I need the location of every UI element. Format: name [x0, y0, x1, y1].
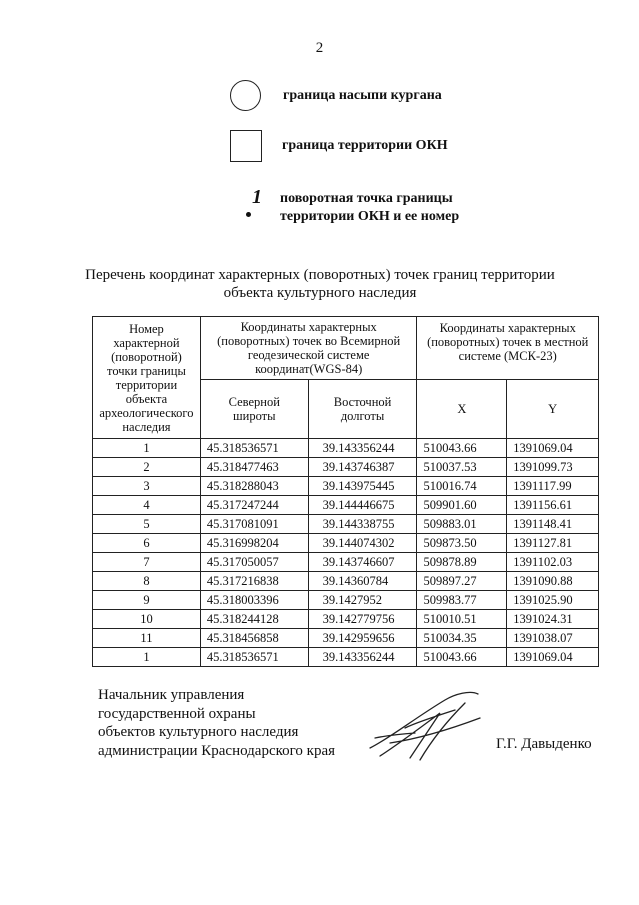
signature-line-3: объектов культурного наследия	[98, 724, 299, 740]
y-cell: 1391025.90	[507, 591, 599, 610]
table-row	[93, 648, 599, 667]
table-row	[93, 515, 599, 534]
y-cell: 1391069.04	[507, 648, 599, 667]
coordinates-table	[92, 316, 599, 667]
header-point-number: Номер характерной (поворотной) точки границы территории объекта археологического наследия	[93, 317, 201, 439]
signature-block	[98, 686, 335, 760]
longitude-cell: 39.142779756	[308, 610, 417, 629]
header-longitude: Восточной долготы	[308, 380, 417, 439]
point-number-cell: 8	[93, 572, 201, 591]
table-row	[93, 591, 599, 610]
point-number-cell: 7	[93, 553, 201, 572]
point-number-cell: 9	[93, 591, 201, 610]
longitude-cell: 39.143975445	[308, 477, 417, 496]
x-cell: 510037.53	[417, 458, 507, 477]
point-number-cell: 11	[93, 629, 201, 648]
point-number-cell: 5	[93, 515, 201, 534]
turning-point-dot	[246, 212, 251, 217]
x-cell: 509897.27	[417, 572, 507, 591]
longitude-cell: 39.1427952	[308, 591, 417, 610]
longitude-cell: 39.143356244	[308, 439, 417, 458]
longitude-cell: 39.143356244	[308, 648, 417, 667]
latitude-cell: 45.318477463	[200, 458, 308, 477]
point-number-cell: 1	[93, 439, 201, 458]
x-cell: 510016.74	[417, 477, 507, 496]
table-row	[93, 458, 599, 477]
y-cell: 1391069.04	[507, 439, 599, 458]
x-cell: 509883.01	[417, 515, 507, 534]
y-cell: 1391099.73	[507, 458, 599, 477]
table-row	[93, 496, 599, 515]
latitude-cell: 45.318456858	[200, 629, 308, 648]
latitude-cell: 45.318536571	[200, 648, 308, 667]
header-wgs84: Координаты характерных (поворотных) точек во Всемирной геодезической системе координат(WGS-84)	[200, 317, 417, 380]
square-icon	[230, 130, 262, 162]
point-number-cell: 6	[93, 534, 201, 553]
legend-square-row	[230, 130, 448, 162]
latitude-cell: 45.318288043	[200, 477, 308, 496]
turning-point-icon	[240, 186, 270, 226]
signature-line-1: Начальник управления	[98, 687, 245, 703]
y-cell: 1391127.81	[507, 534, 599, 553]
point-number-cell: 1	[93, 648, 201, 667]
latitude-cell: 45.318244128	[200, 610, 308, 629]
signature-line-2: государственной охраны	[98, 705, 256, 722]
point-number-cell: 2	[93, 458, 201, 477]
point-number-cell: 4	[93, 496, 201, 515]
latitude-cell: 45.318003396	[200, 591, 308, 610]
table-title	[60, 266, 580, 302]
longitude-cell: 39.143746387	[308, 458, 417, 477]
x-cell: 510010.51	[417, 610, 507, 629]
legend-circle-label: граница насыпи кургана	[283, 87, 442, 103]
longitude-cell: 39.144338755	[308, 515, 417, 534]
latitude-cell: 45.317050057	[200, 553, 308, 572]
y-cell: 1391148.41	[507, 515, 599, 534]
latitude-cell: 45.318536571	[200, 439, 308, 458]
signer-name: Г.Г. Давыденко	[496, 736, 592, 752]
y-cell: 1391156.61	[507, 496, 599, 515]
table-title-line-2: объекта культурного наследия	[223, 285, 417, 301]
table-row	[93, 553, 599, 572]
circle-icon	[230, 80, 261, 111]
latitude-cell: 45.317216838	[200, 572, 308, 591]
table-row	[93, 610, 599, 629]
y-cell: 1391038.07	[507, 629, 599, 648]
x-cell: 510043.66	[417, 439, 507, 458]
header-y: Y	[507, 380, 599, 439]
legend-point-line-1: поворотная точка границы	[280, 191, 453, 206]
y-cell: 1391102.03	[507, 553, 599, 572]
y-cell: 1391024.31	[507, 610, 599, 629]
table-row	[93, 439, 599, 458]
latitude-cell: 45.317081091	[200, 515, 308, 534]
legend-point-line-2: территории ОКН и ее номер	[280, 209, 460, 224]
x-cell: 510043.66	[417, 648, 507, 667]
table-row	[93, 629, 599, 648]
point-number-cell: 3	[93, 477, 201, 496]
table-row	[93, 477, 599, 496]
handwritten-signature	[360, 688, 490, 768]
legend-square-label: граница территории ОКН	[282, 138, 448, 153]
x-cell: 509873.50	[417, 534, 507, 553]
header-latitude: Северной широты	[200, 380, 308, 439]
header-msk23: Координаты характерных (поворотных) точек в местной системе (МСК-23)	[417, 317, 599, 380]
y-cell: 1391117.99	[507, 477, 599, 496]
latitude-cell: 45.317247244	[200, 496, 308, 515]
page-number: 2	[315, 40, 324, 56]
legend-circle-row	[230, 80, 442, 111]
table-row	[93, 572, 599, 591]
latitude-cell: 45.316998204	[200, 534, 308, 553]
point-number-cell: 10	[93, 610, 201, 629]
table-row	[93, 534, 599, 553]
legend-point-row	[240, 186, 460, 226]
signature-line-4: администрации Краснодарского края	[98, 742, 336, 759]
x-cell: 510034.35	[417, 629, 507, 648]
longitude-cell: 39.144446675	[308, 496, 417, 515]
x-cell: 509983.77	[417, 591, 507, 610]
x-cell: 509878.89	[417, 553, 507, 572]
y-cell: 1391090.88	[507, 572, 599, 591]
legend-point-label	[280, 190, 459, 226]
table-title-line-1: Перечень координат характерных (поворотных) точек границ территории	[85, 267, 555, 283]
longitude-cell: 39.14360784	[308, 572, 417, 591]
turning-point-number: 1	[252, 186, 262, 208]
header-x: X	[417, 380, 507, 439]
x-cell: 509901.60	[417, 496, 507, 515]
longitude-cell: 39.144074302	[308, 534, 417, 553]
longitude-cell: 39.143746607	[308, 553, 417, 572]
longitude-cell: 39.142959656	[308, 629, 417, 648]
